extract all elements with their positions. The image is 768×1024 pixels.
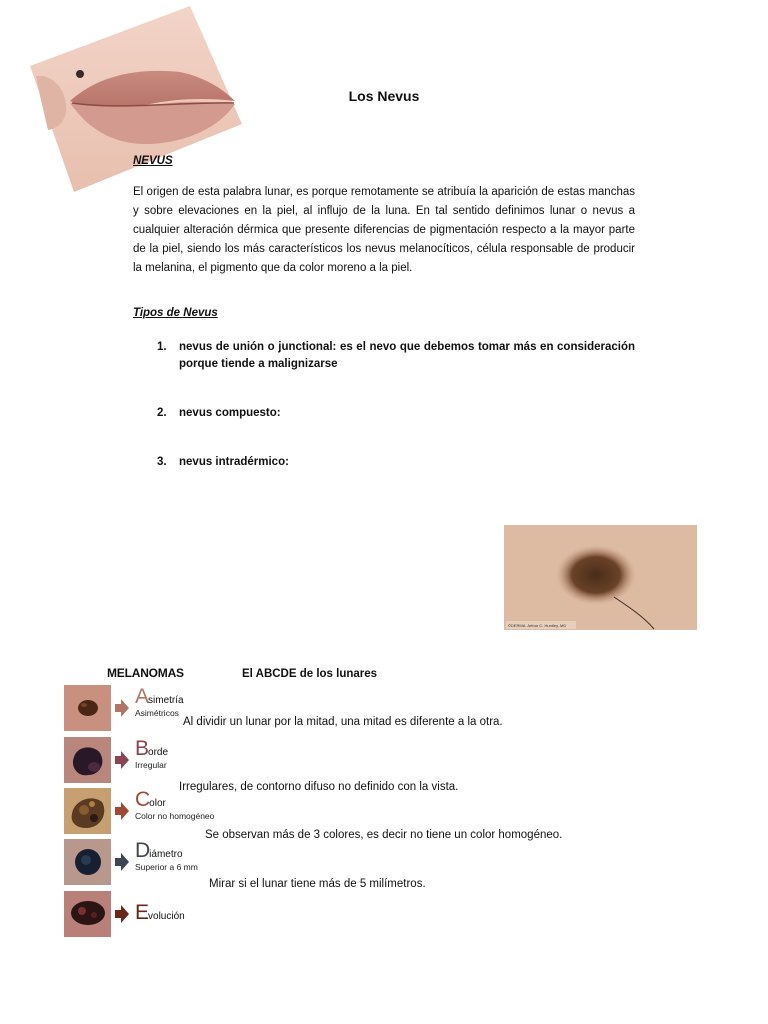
abcde-row-b (64, 737, 204, 783)
letter-caption-e: Evolución (135, 901, 185, 924)
abcde-desc-d: Mirar si el lunar tiene más de 5 milímetros. (209, 878, 426, 890)
intro-paragraph: El origen de esta palabra lunar, es porque remotamente se atribuía la aparición de estas manchas y sobre elevaciones en la piel, al influjo de la luna. En tal sentido definimos lunar o nevus a cualquier alteración dérmica que presente diferencias de pigmentación respecto a la mayor parte de la piel, siendo los más característicos los nevus melanocíticos, célula responsable de producir la melanina, el pigmento que da color moreno a la piel. (133, 186, 635, 274)
page-title: Los Nevus (348, 88, 420, 104)
list-text: nevus compuesto: (179, 407, 281, 419)
list-item (157, 405, 635, 422)
abcde-row-d (64, 839, 204, 885)
mole-thumb-e (64, 891, 111, 937)
list-number: 1. (157, 341, 167, 353)
arrow-icon (115, 699, 129, 717)
letter-caption-b: Borde Irregular (135, 737, 169, 770)
mole-thumb-c (64, 788, 111, 834)
list-item (157, 339, 635, 373)
melanomas-label: MELANOMAS (107, 666, 184, 680)
list-item (157, 454, 635, 471)
abcde-desc-b: Irregulares, de contorno difuso no definido con la vista. (179, 781, 459, 793)
nevus-heading: NEVUS (133, 155, 173, 167)
photo-credit: ©DERMA. Arthur C. Huntley, MD (508, 623, 567, 628)
mole-thumb-b (64, 737, 111, 783)
list-number: 3. (157, 456, 167, 468)
mole-photo (504, 525, 697, 630)
types-heading: Tipos de Nevus (133, 307, 218, 319)
letter-caption-c: Color Color no homogéneo (135, 788, 215, 821)
arrow-icon (115, 802, 129, 820)
arrow-icon (115, 751, 129, 769)
arrow-icon (115, 853, 129, 871)
abcde-row-e (64, 891, 204, 937)
mole-thumb-a (64, 685, 111, 731)
letter-caption-d: Diámetro Superior a 6 mm (135, 839, 198, 872)
letter-caption-a: Asimetría Asimétricos (135, 685, 184, 718)
arrow-icon (115, 905, 129, 923)
list-number: 2. (157, 407, 167, 419)
list-text: nevus de unión o junctional: es el nevo que debemos tomar más en consideración porque tiende a malignizarse (179, 341, 635, 370)
abcde-desc-a: Al dividir un lunar por la mitad, una mitad es diferente a la otra. (183, 716, 503, 728)
list-text: nevus intradérmico: (179, 456, 289, 468)
abcde-heading: El ABCDE de los lunares (242, 668, 378, 680)
mole-thumb-d (64, 839, 111, 885)
abcde-row-c (64, 788, 215, 834)
abcde-desc-c: Se observan más de 3 colores, es decir no tiene un color homogéneo. (205, 829, 563, 841)
